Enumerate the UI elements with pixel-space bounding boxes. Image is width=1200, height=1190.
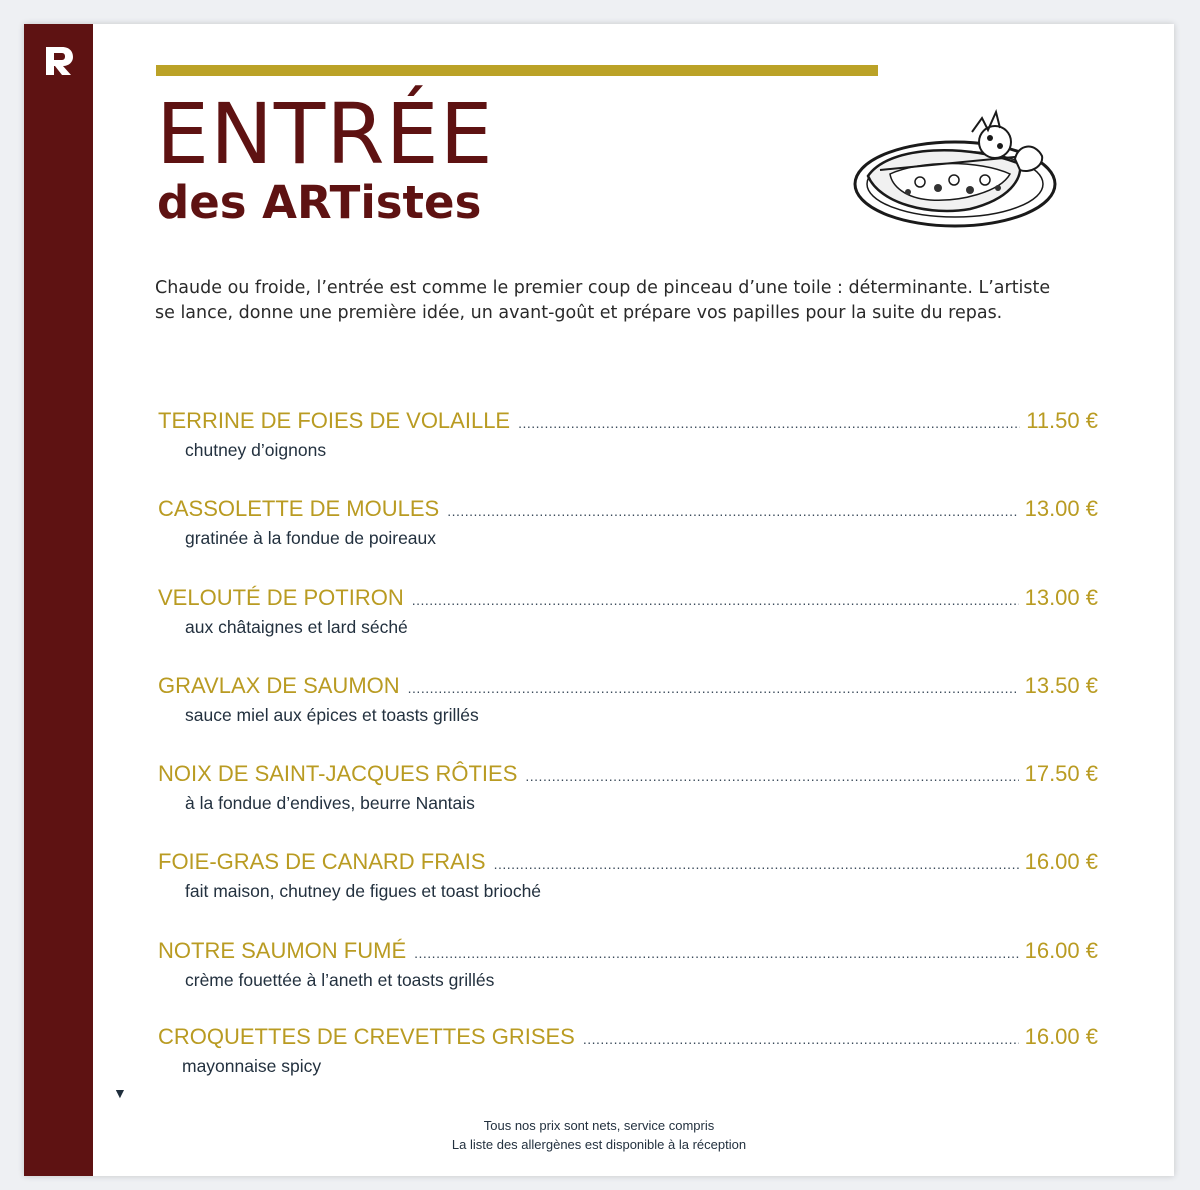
menu-item — [158, 585, 1102, 645]
menu-item-name: GRAVLAX DE SAUMON — [158, 673, 400, 698]
dot-leader — [583, 1031, 1019, 1047]
intro-paragraph: Chaude ou froide, l’entrée est comme le premier coup de pinceau d’une toile : déterminante. L’artiste se lance, donne une première idée, un avant-goût et prépare vos papilles pour la suite du repas. — [155, 278, 1051, 323]
menu-item-description: sauce miel aux épices et toasts grillés — [185, 705, 479, 725]
triangle-down-icon[interactable]: ▼ — [113, 1085, 127, 1101]
dish-plate-icon — [850, 104, 1060, 234]
menu-item-description: mayonnaise spicy — [182, 1056, 322, 1076]
menu-item-description: à la fondue d’endives, beurre Nantais — [185, 793, 475, 813]
menu-item-name: NOTRE SAUMON FUMÉ — [158, 938, 407, 963]
menu-item-name: CROQUETTES DE CREVETTES GRISES — [158, 1024, 575, 1049]
side-band — [24, 24, 93, 1176]
menu-item — [158, 408, 1102, 468]
menu-item-price: 16.00 € — [1024, 849, 1098, 874]
menu-item — [158, 849, 1102, 909]
menu-item-price: 13.50 € — [1024, 673, 1098, 698]
menu-item-name: FOIE-GRAS DE CANARD FRAIS — [158, 849, 486, 874]
menu-item-price: 17.50 € — [1024, 761, 1098, 786]
footer-allergens-note: La liste des allergènes est disponible à la réception — [451, 1137, 747, 1152]
menu-item-description: crème fouettée à l’aneth et toasts grillés — [185, 970, 495, 990]
menu-item-price: 16.00 € — [1024, 938, 1098, 963]
dot-leader — [518, 415, 1020, 431]
menu-item-name: VELOUTÉ DE POTIRON — [158, 585, 404, 610]
r-logo-icon — [42, 44, 76, 78]
dot-leader — [408, 680, 1019, 696]
menu-item-price: 11.50 € — [1026, 408, 1098, 433]
dot-leader — [412, 592, 1019, 608]
menu-item — [158, 496, 1102, 556]
page-subtitle: des ARTistes — [157, 176, 482, 229]
menu-item — [158, 761, 1102, 821]
dot-leader — [525, 768, 1018, 784]
menu-item-name: NOIX DE SAINT-JACQUES RÔTIES — [158, 761, 518, 786]
page-title: ENTRÉE — [156, 85, 494, 183]
menu-item-description: gratinée à la fondue de poireaux — [185, 528, 437, 548]
footer-prices-note: Tous nos prix sont nets, service compris — [483, 1118, 715, 1133]
menu-page — [24, 24, 1174, 1176]
menu-item-description: fait maison, chutney de figues et toast brioché — [185, 881, 542, 901]
menu-item — [158, 938, 1102, 998]
decorative-gold-bar — [156, 65, 878, 76]
dot-leader — [494, 856, 1019, 872]
menu-item-name: TERRINE DE FOIES DE VOLAILLE — [158, 408, 511, 433]
dot-leader — [447, 503, 1018, 519]
menu-item-price: 13.00 € — [1024, 496, 1098, 521]
menu-item-description: aux châtaignes et lard séché — [185, 617, 408, 637]
menu-item-name: CASSOLETTE DE MOULES — [158, 496, 440, 521]
dot-leader — [414, 945, 1018, 961]
menu-item — [158, 673, 1102, 733]
menu-item — [158, 1024, 1102, 1084]
menu-item-description: chutney d’oignons — [185, 440, 327, 460]
menu-item-price: 16.00 € — [1024, 1024, 1098, 1049]
menu-item-price: 13.00 € — [1024, 585, 1098, 610]
